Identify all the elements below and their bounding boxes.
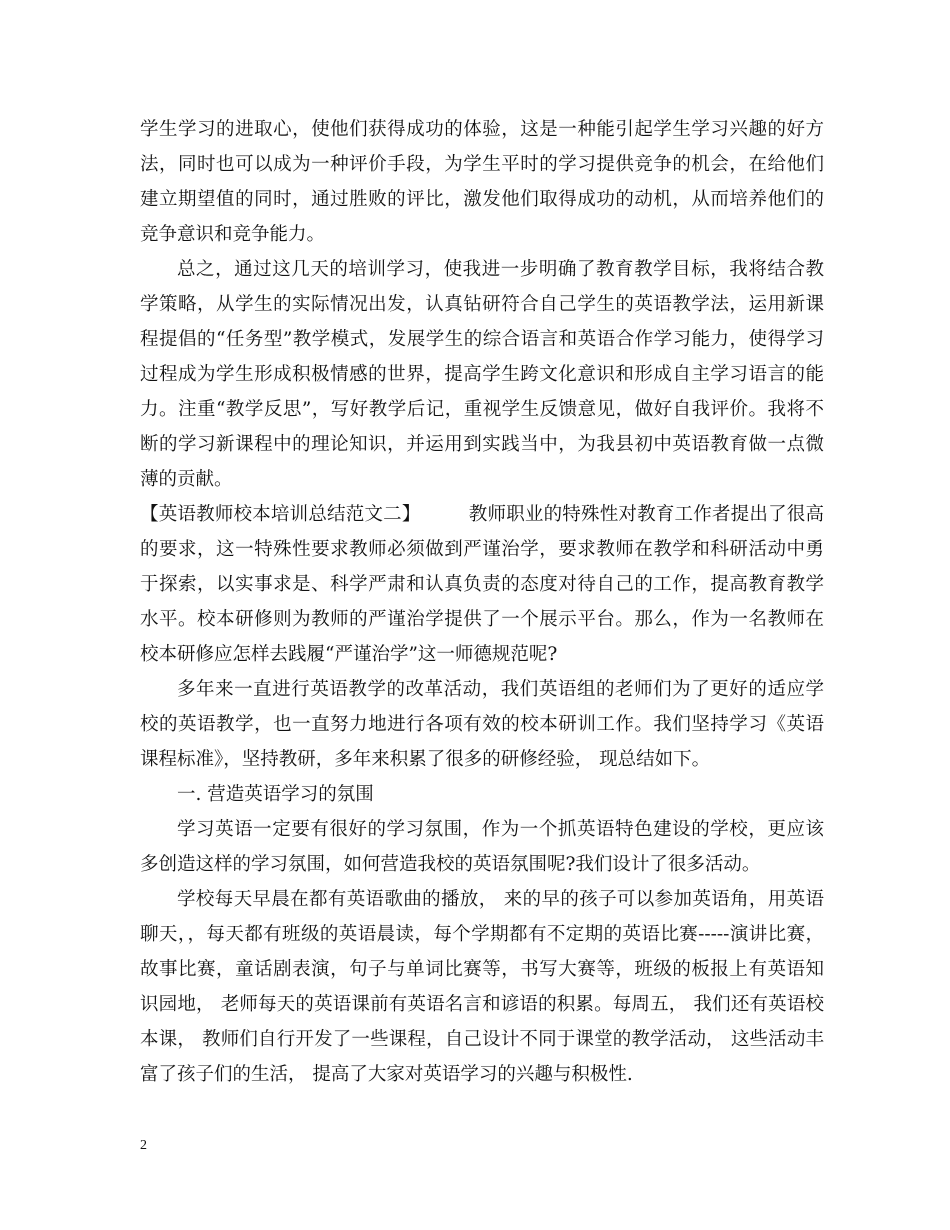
paragraph-summary: 总之，通过这几天的培训学习，使我进一步明确了教育教学目标，我将结合教学策略，从学生的实际情况出发，认真钻研符合自己学生的英语教学法，运用新课程提倡的“任务型”教学模式，发展学生的综合语言和英语合作学习能力，使得学习过程成为学生形成积极情感的世界，提高学生跨文化意识和形成自主学习语言的能力。注重“教学反思”，写好教学后记，重视学生反馈意见，做好自我评价。我将不断的学习新课程中的理论知识，并运用到实践当中，为我县初中英语教育做一点微薄的贡献。 [140,259,824,490]
section-two-paragraph [140,497,824,672]
paragraph-activities: 学校每天早晨在都有英语歌曲的播放， 来的早的孩子可以参加英语角，用英语聊天，，每天都有班级的英语晨读，每个学期都有不定期的英语比赛-----演讲比赛， 故事比赛，童话剧表演，句子与单词比赛等，书写大赛等，班级的板报上有英语知识园地， 老师每天的英语课前有英语名言和谚语的积累。每周五， 我们还有英语校本课， 教师们自行开发了一些课程，自己设计不同于课堂的教学活动， 这些活动丰富了孩子们的生活， 提高了大家对英语学习的兴趣与积极性. [140,889,824,1085]
section-heading: 【英语教师校本培训总结范文二】 [140,504,421,525]
paragraph-reform: 多年来一直进行英语教学的改革活动，我们英语组的老师们为了更好的适应学校的英语教学，也一直努力地进行各项有效的校本研训工作。我们坚持学习《英语课程标准》，坚持教研，多年来积累了很多的研修经验， 现总结如下。 [140,679,824,770]
subheading-atmosphere: 一. 营造英语学习的氛围 [177,784,374,805]
paragraph-continuation: 学生学习的进取心，使他们获得成功的体验，这是一种能引起学生学习兴趣的好方法，同时也可以成为一种评价手段，为学生平时的学习提供竞争的机会，在给他们建立期望值的同时，通过胜败的评比，激发他们取得成功的动机，从而培养他们的竞争意识和竞争能力。 [140,119,824,245]
page-number: 2 [140,1138,147,1153]
paragraph-atmosphere: 学习英语一定要有很好的学习氛围，作为一个抓英语特色建设的学校，更应该多创造这样的学习氛围，如何营造我校的英语氛围呢?我们设计了很多活动。 [140,819,824,875]
section-intro: 教师职业的特殊性对教育工作者提出了很高的要求，这一特殊性要求教师必须做到严谨治学，要求教师在教学和科研活动中勇于探索，以实事求是、科学严肃和认真负责的态度对待自己的工作，提高教育教学水平。校本研修则为教师的严谨治学提供了一个展示平台。那么，作为一名教师在校本研修应怎样去践履“严谨治学”这一师德规范呢? [140,504,824,665]
document-body [140,112,824,1092]
